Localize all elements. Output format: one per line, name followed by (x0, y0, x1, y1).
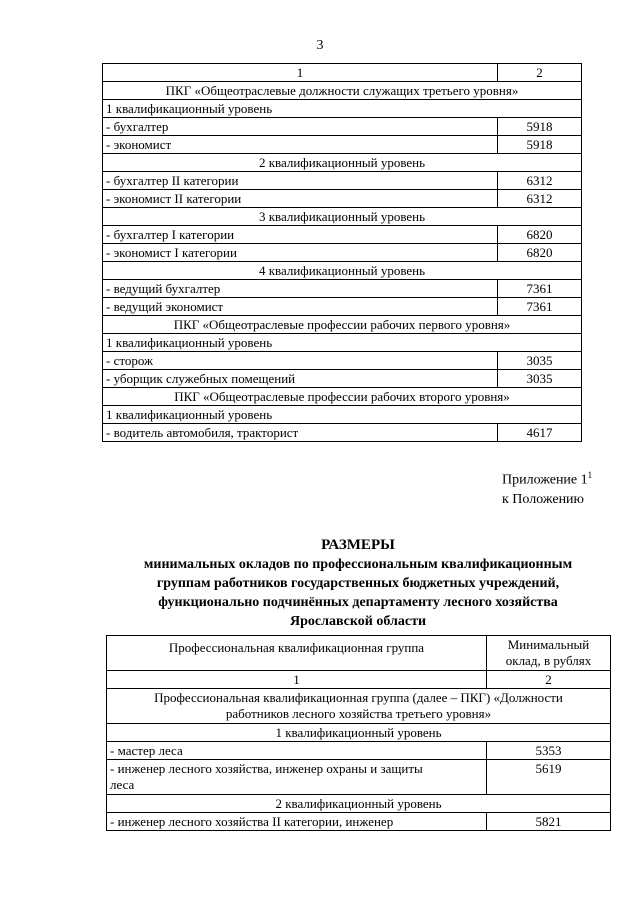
header-salary-line-2: оклад, в рублях (505, 653, 592, 668)
appendix-label: Приложение 1 (502, 472, 588, 488)
page-number: 3 (316, 38, 324, 53)
appendix-line-1 (502, 466, 592, 490)
salary-value: 6820 (498, 244, 582, 262)
title-line-3: функционально подчинённых департаменту лесного хозяйства (158, 595, 558, 610)
title-line-1: минимальных окладов по профессиональным квалификационным (143, 557, 573, 572)
group-line-1: Профессиональная квалификационная группа (далее – ПКГ) «Должности (154, 690, 563, 705)
position-name: - сторож (103, 352, 498, 370)
appendix-note (502, 466, 592, 509)
table-number-row (107, 671, 611, 689)
position-name: - экономист (103, 136, 498, 154)
salary-value: 7361 (498, 280, 582, 298)
salary-value: 6312 (498, 190, 582, 208)
salary-value: 3035 (498, 352, 582, 370)
level-cell: 1 квалификационный уровень (103, 334, 582, 352)
group-row (103, 388, 582, 406)
position-name: - экономист II категории (103, 190, 498, 208)
column-number-2: 2 (498, 64, 582, 82)
title-heading: РАЗМЕРЫ (321, 537, 395, 553)
header-salary-column (487, 636, 611, 671)
level-row (103, 154, 582, 172)
salary-value: 5918 (498, 118, 582, 136)
level-cell: 1 квалификационный уровень (107, 724, 611, 742)
table-row (107, 742, 611, 760)
position-name: - ведущий экономист (103, 298, 498, 316)
salary-value: 5353 (487, 742, 611, 760)
salary-value: 7361 (498, 298, 582, 316)
position-name: - водитель автомобиля, тракторист (103, 424, 498, 442)
table-row (103, 298, 582, 316)
level-cell: 1 квалификационный уровень (103, 100, 582, 118)
position-name: - экономист I категории (103, 244, 498, 262)
position-name: - ведущий бухгалтер (103, 280, 498, 298)
position-name: - бухгалтер (103, 118, 498, 136)
position-name (107, 760, 487, 795)
position-name: - бухгалтер II категории (103, 172, 498, 190)
table-row (103, 280, 582, 298)
title-line-2: группам работников государственных бюджетных учреждений, (156, 576, 560, 591)
level-row (107, 724, 611, 742)
position-name: - бухгалтер I категории (103, 226, 498, 244)
level-cell: 2 квалификационный уровень (103, 154, 582, 172)
table-row (103, 352, 582, 370)
title-line-4: Ярославской области (289, 614, 427, 629)
level-cell: 2 квалификационный уровень (107, 795, 611, 813)
level-row (107, 795, 611, 813)
salary-value: 6820 (498, 226, 582, 244)
level-cell: 1 квалификационный уровень (103, 406, 582, 424)
table-row (107, 813, 611, 831)
salary-value: 5918 (498, 136, 582, 154)
group-row (107, 689, 611, 724)
salary-value: 4617 (498, 424, 582, 442)
appendix-line-2: к Положению (502, 491, 585, 507)
header-salary-line-1: Минимальный (507, 637, 590, 652)
salary-value: 3035 (498, 370, 582, 388)
table-row (107, 760, 611, 795)
level-row (103, 262, 582, 280)
salary-table-general (102, 63, 582, 442)
table-row (103, 136, 582, 154)
salary-table-forestry (106, 635, 611, 831)
level-cell: 4 квалификационный уровень (103, 262, 582, 280)
table-row (103, 118, 582, 136)
appendix-superscript: 1 (587, 470, 593, 480)
table-header-row (107, 636, 611, 671)
level-row (103, 334, 582, 352)
group-line-2: работников лесного хозяйства третьего уровня» (225, 706, 492, 721)
level-row (103, 406, 582, 424)
table-row (103, 424, 582, 442)
salary-value: 5821 (487, 813, 611, 831)
table-row (103, 190, 582, 208)
column-number-1: 1 (103, 64, 498, 82)
table-row (103, 172, 582, 190)
position-name: - мастер леса (107, 742, 487, 760)
header-group-column: Профессиональная квалификационная группа (107, 636, 487, 671)
level-cell: 3 квалификационный уровень (103, 208, 582, 226)
salary-value: 5619 (487, 760, 611, 795)
table-header-row (103, 64, 582, 82)
group-row (103, 82, 582, 100)
position-name: - уборщик служебных помещений (103, 370, 498, 388)
position-name: - инженер лесного хозяйства II категории, инженер (107, 813, 487, 831)
position-name-line-1: - инженер лесного хозяйства, инженер охраны и защиты (110, 761, 423, 776)
salary-table-general-body (103, 64, 582, 442)
position-name-line-2: леса (110, 777, 135, 792)
column-number-1: 1 (107, 671, 487, 689)
document-title (106, 536, 610, 631)
column-number-2: 2 (487, 671, 611, 689)
level-row (103, 100, 582, 118)
salary-value: 6312 (498, 172, 582, 190)
table-row (103, 370, 582, 388)
table-row (103, 226, 582, 244)
group-cell: ПКГ «Общеотраслевые профессии рабочих второго уровня» (103, 388, 582, 406)
level-row (103, 208, 582, 226)
group-cell: ПКГ «Общеотраслевые профессии рабочих первого уровня» (103, 316, 582, 334)
group-cell: ПКГ «Общеотраслевые должности служащих третьего уровня» (103, 82, 582, 100)
group-cell (107, 689, 611, 724)
group-row (103, 316, 582, 334)
table-row (103, 244, 582, 262)
